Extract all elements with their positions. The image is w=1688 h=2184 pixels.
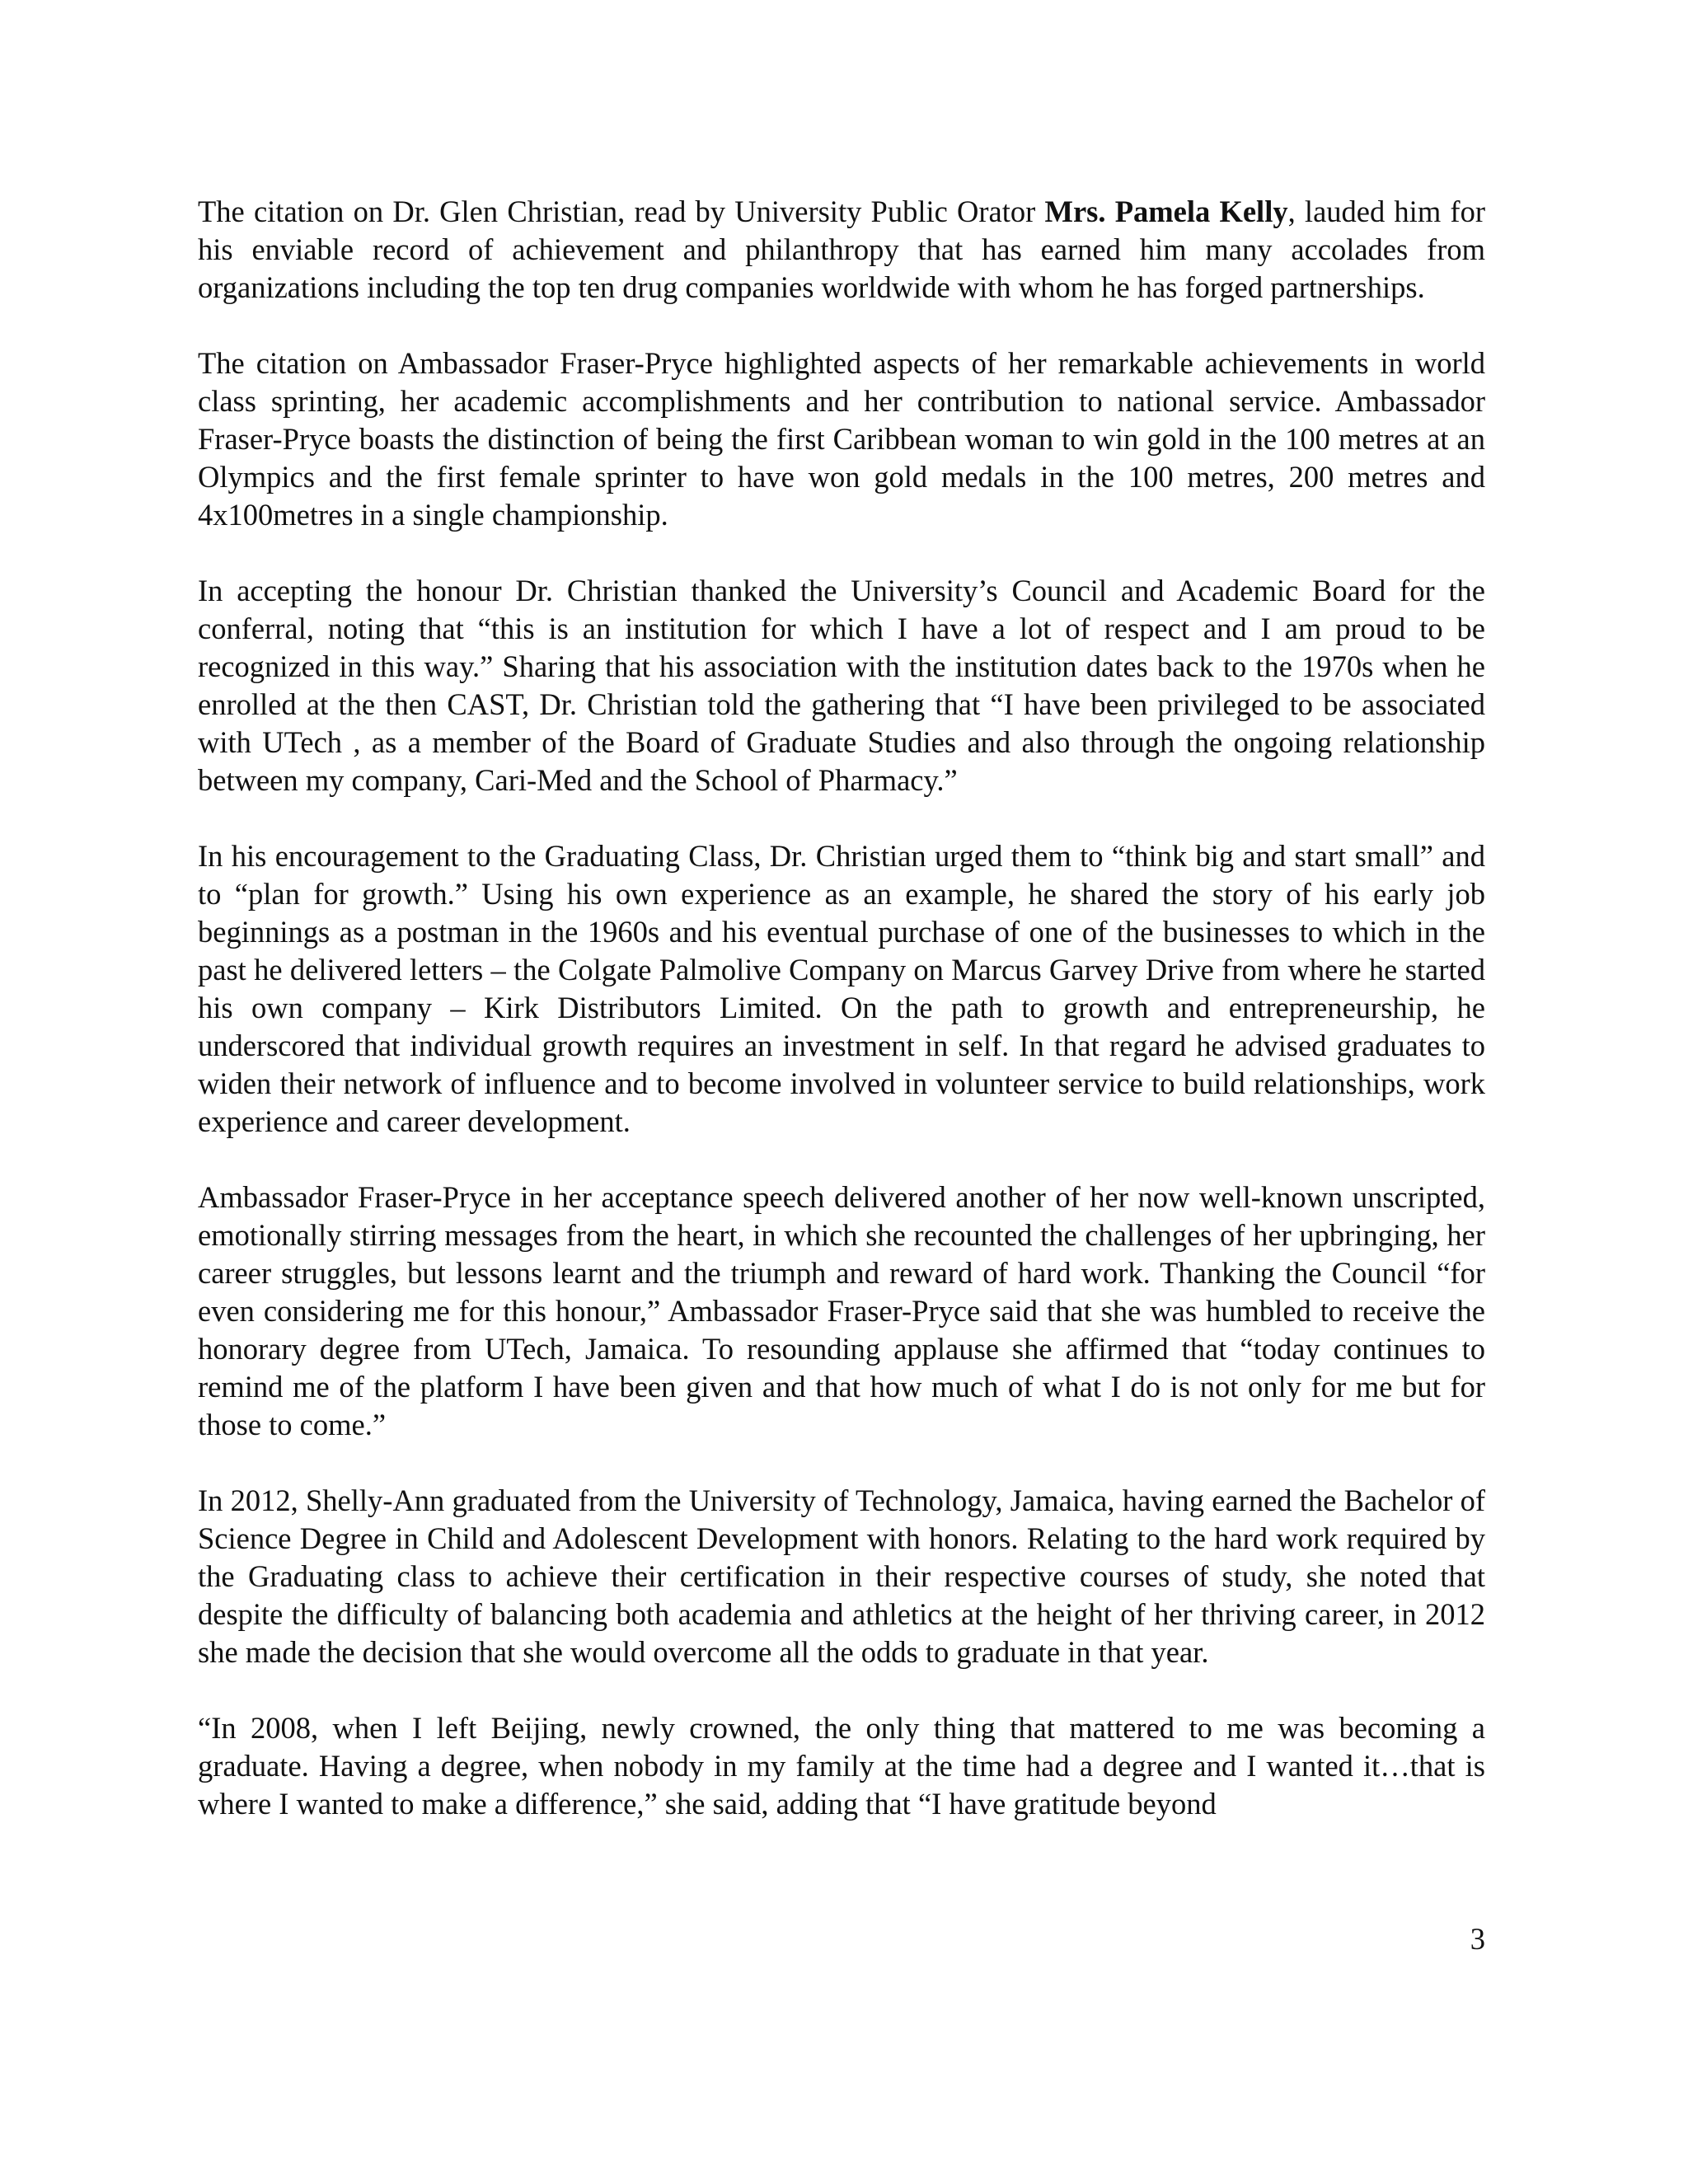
paragraph-shelly-ann-graduation: In 2012, Shelly-Ann graduated from the University of Technology, Jamaica, having earned the Bachelor of Science Degree in Child and Adolescent Development with honors. Relating to the hard work required by the Graduating class to achieve their certification in their respective courses of study, she noted that despite the difficulty of balancing both academia and athletics at the height of her thriving career, in 2012 she made the decision that she would overcome all the odds to graduate in that year. [198,1483,1485,1669]
paragraph-fraser-pryce-acceptance: Ambassador Fraser-Pryce in her acceptance speech delivered another of her now well-known unscripted, emotionally stirring messages from the heart, in which she recounted the challenges of her upbringing, her career struggles, but lessons learnt and the triumph and reward of hard work. Thanking the Council “for even considering me for this honour,” Ambassador Fraser-Pryce said that she was humbled to receive the honorary degree from UTech, Jamaica. To resounding applause she affirmed that “today continues to remind me of the platform I have been given and that how much of what I do is not only for me but for those to come.” [198,1180,1485,1441]
paragraph-christian-encouragement: In his encouragement to the Graduating Class, Dr. Christian urged them to “think big and start small” and to “plan for growth.” Using his own experience as an example, he shared the story of his early job beginnings as a postman in the 1960s and his eventual purchase of one of the businesses to which in the past he delivered letters – the Colgate Palmolive Company on Marcus Garvey Drive from where he started his own company – Kirk Distributors Limited. On the path to growth and entrepreneurship, he underscored that individual growth requires an investment in self. In that regard he advised graduates to widen their network of influence and to become involved in volunteer service to build relationships, work experience and career development. [198,839,1485,1138]
orator-name: Mrs. Pamela Kelly [1044,194,1288,228]
paragraph-citation-christian [198,193,1485,307]
paragraph-text: , lauded him for his enviable record of achievement and philanthropy that has earned him many accolades from organizations including the top ten drug companies worldwide with whom he has forged partnerships. [198,194,1485,304]
paragraph-beijing-quote: “In 2008, when I left Beijing, newly crowned, the only thing that mattered to me was becoming a graduate. Having a degree, when nobody in my family at the time had a degree and I wanted it…that is where I wanted to make a difference,” she said, adding that “I have gratitude beyond [198,1711,1485,1821]
paragraph-text: The citation on Dr. Glen Christian, read by University Public Orator [198,194,1045,228]
body-text [198,193,1485,1823]
paragraph-citation-fraser-pryce: The citation on Ambassador Fraser-Pryce highlighted aspects of her remarkable achievements in world class sprinting, her academic accomplishments and her contribution to national service. Ambassador Fraser-Pryce boasts the distinction of being the first Caribbean woman to win gold in the 100 metres at an Olympics and the first female sprinter to have won gold medals in the 100 metres, 200 metres and 4x100metres in a single championship. [198,346,1485,532]
page-number: 3 [1470,1922,1485,1956]
paragraph-christian-acceptance: In accepting the honour Dr. Christian thanked the University’s Council and Academic Board for the conferral, noting that “this is an institution for which I have a lot of respect and I am proud to be recognized in this way.” Sharing that his association with the institution dates back to the 1970s when he enrolled at the then CAST, Dr. Christian told the gathering that “I have been privileged to be associated with UTech , as a member of the Board of Graduate Studies and also through the ongoing relationship between my company, Cari-Med and the School of Pharmacy.” [198,574,1485,797]
